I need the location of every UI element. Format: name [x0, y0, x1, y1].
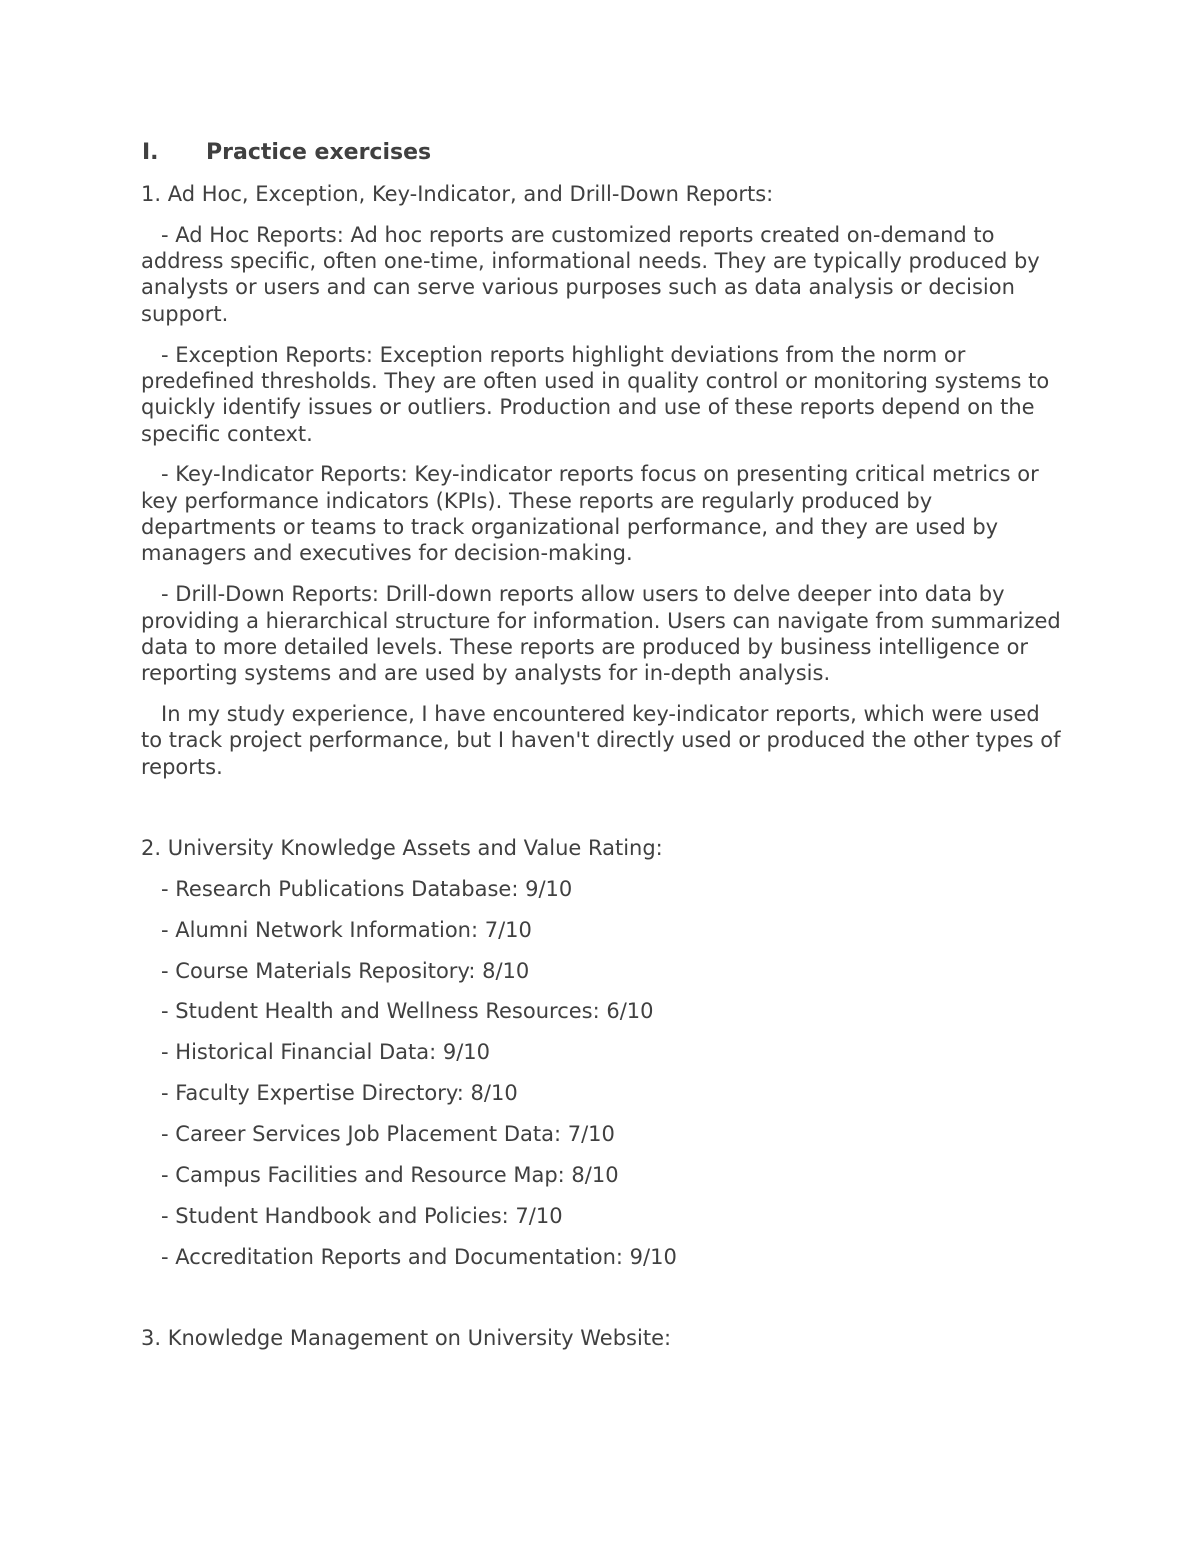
list-item: - Campus Facilities and Resource Map: 8/10	[141, 1163, 619, 1188]
paragraph-key-indicator-reports: - Key-Indicator Reports: Key-indicator reports focus on presenting critical metrics or key performance indicators (KPIs). These reports are regularly produced by departments or teams to track organizational performance, and they are used by managers and executives for decision-making.	[141, 462, 1046, 566]
list-item: - Alumni Network Information: 7/10	[141, 917, 532, 942]
paragraph-exception-reports: - Exception Reports: Exception reports highlight deviations from the norm or predefined thresholds. They are often used in quality control or monitoring systems to quickly identify issues or outliers. Production and use of these reports depend on the specific context.	[141, 342, 1056, 446]
section-number: I.	[142, 140, 159, 165]
section-heading	[142, 140, 431, 165]
list-item: - Career Services Job Placement Data: 7/10	[141, 1122, 615, 1147]
question-2-title: 2. University Knowledge Assets and Value Rating:	[141, 835, 663, 860]
question-1-title: 1. Ad Hoc, Exception, Key-Indicator, and Drill-Down Reports:	[141, 182, 774, 206]
list-item: - Research Publications Database: 9/10	[141, 876, 573, 901]
list-item: - Historical Financial Data: 9/10	[141, 1040, 491, 1065]
list-item: - Course Materials Repository: 8/10	[141, 958, 530, 983]
paragraph-ad-hoc-reports: - Ad Hoc Reports: Ad hoc reports are customized reports created on-demand to address specific, often one-time, informational needs. They are typically produced by analysts or users and can serve various purposes such as data analysis or decision support.	[141, 222, 1047, 326]
paragraph-drill-down-reports: - Drill-Down Reports: Drill-down reports allow users to delve deeper into data by providing a hierarchical structure for information. Users can navigate from summarized data to more detailed levels. These reports are produced by business intelligence or reporting systems and are used by analysts for in-depth analysis.	[141, 582, 1068, 686]
document-body	[141, 181, 1066, 1366]
list-item: - Faculty Expertise Directory: 8/10	[141, 1081, 518, 1106]
list-item: - Student Handbook and Policies: 7/10	[141, 1203, 563, 1228]
list-item: - Accreditation Reports and Documentation: 9/10	[141, 1244, 677, 1269]
list-item: - Student Health and Wellness Resources: 6/10	[141, 999, 654, 1024]
section-title: Practice exercises	[206, 140, 432, 165]
paragraph-study-experience: In my study experience, I have encountered key-indicator reports, which were used to track project performance, but I haven't directly used or produced the other types of reports.	[141, 702, 1068, 779]
question-3-title: 3. Knowledge Management on University Website:	[141, 1326, 672, 1351]
